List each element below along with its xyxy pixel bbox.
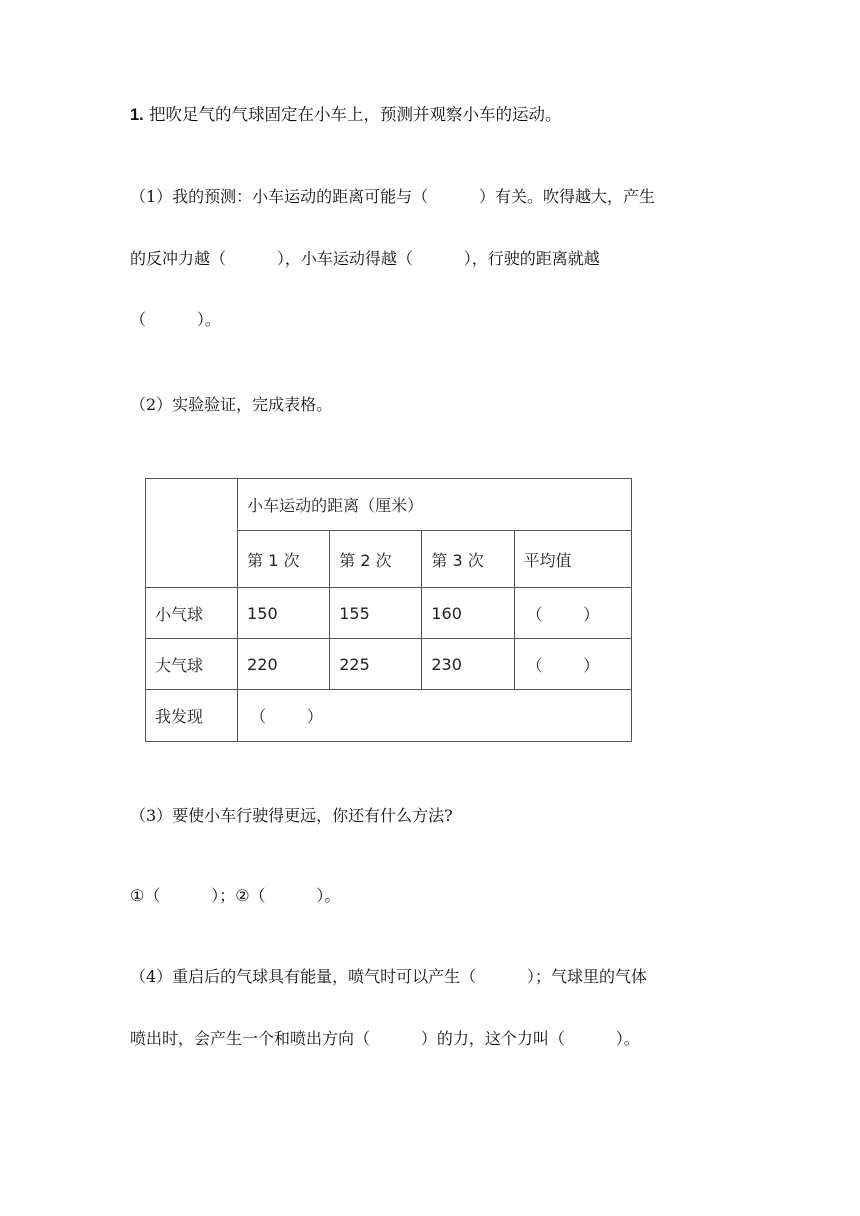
table-cell: 150 [238, 588, 330, 639]
table-group-header: 小车运动的距离（厘米） [238, 479, 632, 531]
column-header-2: 第 2 次 [330, 531, 422, 588]
part2-label: （2）实验验证，完成表格。 [130, 395, 333, 414]
average-blank: （ ） [514, 588, 632, 639]
finding-row [146, 690, 632, 742]
finding-label: 我发现 [146, 690, 238, 742]
table-cell: 160 [422, 588, 514, 639]
table-row [146, 639, 632, 690]
row-label: 小气球 [146, 588, 238, 639]
table-cell: 230 [422, 639, 514, 690]
average-blank: （ ） [514, 639, 632, 690]
table-cell: 155 [330, 588, 422, 639]
table-header-row [146, 479, 632, 531]
question-number: 1. [130, 106, 144, 124]
part3-answer-line: ①（ ）；②（ ）。 [130, 886, 341, 905]
column-header-1: 第 1 次 [238, 531, 330, 588]
table-corner-cell [146, 479, 238, 588]
column-header-3: 第 3 次 [422, 531, 514, 588]
question-title [130, 105, 562, 125]
row-label: 大气球 [146, 639, 238, 690]
part1-line3: （ ）。 [130, 310, 221, 329]
part3-question: （3）要使小车行驶得更远，你还有什么方法? [130, 806, 453, 825]
table-row [146, 588, 632, 639]
part4-line1: （4）重启后的气球具有能量，喷气时可以产生（ ）；气球里的气体 [130, 967, 648, 986]
part4-line2: 喷出时，会产生一个和喷出方向（ ）的力，这个力叫（ ）。 [130, 1029, 640, 1048]
question-text: 把吹足气的气球固定在小车上，预测并观察小车的运动。 [149, 105, 562, 124]
table-cell: 225 [330, 639, 422, 690]
part1-line1: （1）我的预测：小车运动的距离可能与（ ）有关。吹得越大，产生 [130, 187, 656, 206]
experiment-table [145, 478, 632, 742]
part1-line2: 的反冲力越（ ），小车运动得越（ ），行驶的距离就越 [130, 249, 600, 268]
finding-blank: （ ） [238, 690, 632, 742]
column-header-average: 平均值 [514, 531, 632, 588]
table-cell: 220 [238, 639, 330, 690]
